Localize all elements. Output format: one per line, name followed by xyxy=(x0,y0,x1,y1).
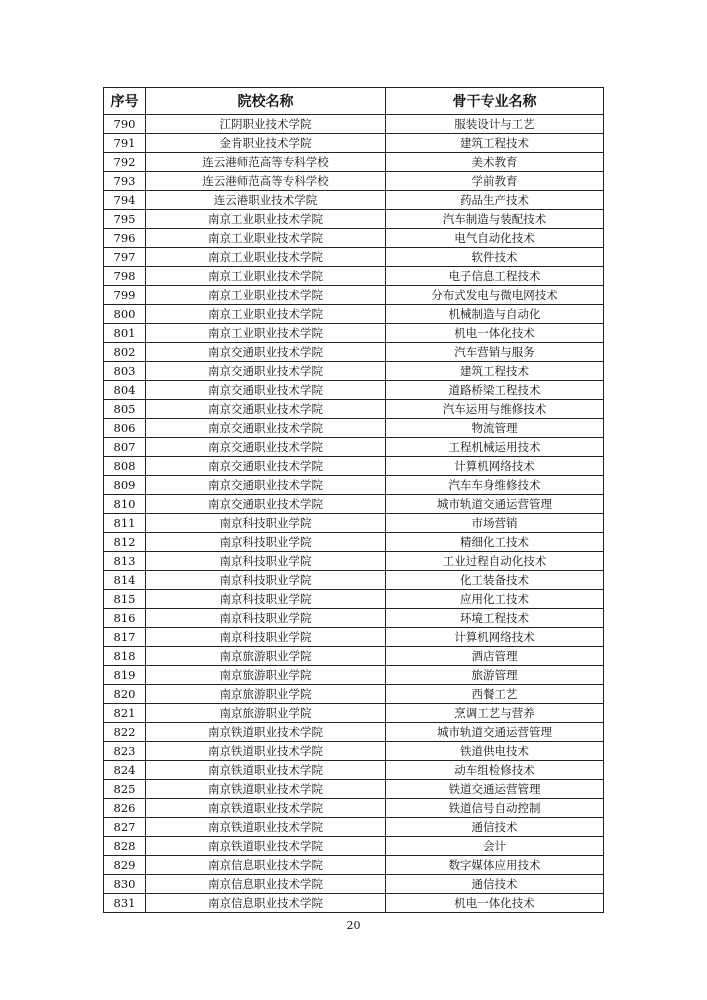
major-name-cell: 软件技术 xyxy=(386,248,604,267)
school-name-cell: 南京科技职业学院 xyxy=(146,571,386,590)
table-row xyxy=(104,115,604,134)
major-name-cell: 建筑工程技术 xyxy=(386,134,604,153)
header-major-name: 骨干专业名称 xyxy=(386,88,604,115)
school-name-cell: 南京旅游职业学院 xyxy=(146,666,386,685)
major-name-cell: 化工装备技术 xyxy=(386,571,604,590)
school-name-cell: 南京铁道职业技术学院 xyxy=(146,780,386,799)
table-row xyxy=(104,210,604,229)
serial-number-cell: 798 xyxy=(104,267,146,286)
table-row xyxy=(104,704,604,723)
major-name-cell: 服装设计与工艺 xyxy=(386,115,604,134)
major-table xyxy=(103,87,604,913)
table-row xyxy=(104,248,604,267)
major-name-cell: 计算机网络技术 xyxy=(386,457,604,476)
major-name-cell: 环境工程技术 xyxy=(386,609,604,628)
serial-number-cell: 809 xyxy=(104,476,146,495)
school-name-cell: 南京工业职业技术学院 xyxy=(146,324,386,343)
school-name-cell: 南京交通职业技术学院 xyxy=(146,343,386,362)
school-name-cell: 南京科技职业学院 xyxy=(146,533,386,552)
major-name-cell: 通信技术 xyxy=(386,818,604,837)
table-row xyxy=(104,647,604,666)
school-name-cell: 南京交通职业技术学院 xyxy=(146,457,386,476)
serial-number-cell: 791 xyxy=(104,134,146,153)
serial-number-cell: 799 xyxy=(104,286,146,305)
major-name-cell: 汽车车身维修技术 xyxy=(386,476,604,495)
table-row xyxy=(104,419,604,438)
table-row xyxy=(104,381,604,400)
school-name-cell: 南京交通职业技术学院 xyxy=(146,438,386,457)
school-name-cell: 南京工业职业技术学院 xyxy=(146,267,386,286)
serial-number-cell: 825 xyxy=(104,780,146,799)
major-name-cell: 机电一体化技术 xyxy=(386,324,604,343)
major-name-cell: 汽车营销与服务 xyxy=(386,343,604,362)
serial-number-cell: 803 xyxy=(104,362,146,381)
school-name-cell: 南京工业职业技术学院 xyxy=(146,248,386,267)
major-name-cell: 铁道供电技术 xyxy=(386,742,604,761)
major-name-cell: 通信技术 xyxy=(386,875,604,894)
major-name-cell: 旅游管理 xyxy=(386,666,604,685)
school-name-cell: 南京旅游职业学院 xyxy=(146,685,386,704)
table-row xyxy=(104,533,604,552)
major-name-cell: 会计 xyxy=(386,837,604,856)
serial-number-cell: 810 xyxy=(104,495,146,514)
school-name-cell: 南京交通职业技术学院 xyxy=(146,419,386,438)
school-name-cell: 南京铁道职业技术学院 xyxy=(146,799,386,818)
table-row xyxy=(104,837,604,856)
major-name-cell: 数字媒体应用技术 xyxy=(386,856,604,875)
table-row xyxy=(104,628,604,647)
serial-number-cell: 822 xyxy=(104,723,146,742)
major-name-cell: 汽车运用与维修技术 xyxy=(386,400,604,419)
major-name-cell: 电子信息工程技术 xyxy=(386,267,604,286)
serial-number-cell: 796 xyxy=(104,229,146,248)
table-row xyxy=(104,799,604,818)
major-name-cell: 铁道信号自动控制 xyxy=(386,799,604,818)
school-name-cell: 连云港职业技术学院 xyxy=(146,191,386,210)
table-row xyxy=(104,514,604,533)
school-name-cell: 南京交通职业技术学院 xyxy=(146,476,386,495)
serial-number-cell: 800 xyxy=(104,305,146,324)
serial-number-cell: 790 xyxy=(104,115,146,134)
major-name-cell: 机电一体化技术 xyxy=(386,894,604,913)
major-name-cell: 工业过程自动化技术 xyxy=(386,552,604,571)
major-name-cell: 电气自动化技术 xyxy=(386,229,604,248)
major-name-cell: 物流管理 xyxy=(386,419,604,438)
school-name-cell: 南京铁道职业技术学院 xyxy=(146,723,386,742)
major-name-cell: 精细化工技术 xyxy=(386,533,604,552)
serial-number-cell: 814 xyxy=(104,571,146,590)
serial-number-cell: 828 xyxy=(104,837,146,856)
serial-number-cell: 794 xyxy=(104,191,146,210)
school-name-cell: 南京信息职业技术学院 xyxy=(146,875,386,894)
serial-number-cell: 805 xyxy=(104,400,146,419)
table-row xyxy=(104,324,604,343)
serial-number-cell: 806 xyxy=(104,419,146,438)
table-row xyxy=(104,894,604,913)
serial-number-cell: 824 xyxy=(104,761,146,780)
serial-number-cell: 816 xyxy=(104,609,146,628)
table-row xyxy=(104,267,604,286)
major-name-cell: 汽车制造与装配技术 xyxy=(386,210,604,229)
table-row xyxy=(104,552,604,571)
table-row xyxy=(104,875,604,894)
table-row xyxy=(104,457,604,476)
table-row xyxy=(104,134,604,153)
school-name-cell: 南京铁道职业技术学院 xyxy=(146,761,386,780)
table-row xyxy=(104,856,604,875)
table-row xyxy=(104,438,604,457)
table-row xyxy=(104,666,604,685)
table-row xyxy=(104,818,604,837)
major-name-cell: 道路桥梁工程技术 xyxy=(386,381,604,400)
major-name-cell: 分布式发电与微电网技术 xyxy=(386,286,604,305)
serial-number-cell: 821 xyxy=(104,704,146,723)
page-number: 20 xyxy=(346,919,361,932)
school-name-cell: 南京旅游职业学院 xyxy=(146,647,386,666)
major-name-cell: 西餐工艺 xyxy=(386,685,604,704)
school-name-cell: 江阴职业技术学院 xyxy=(146,115,386,134)
major-name-cell: 工程机械运用技术 xyxy=(386,438,604,457)
header-school-name: 院校名称 xyxy=(146,88,386,115)
table-row xyxy=(104,305,604,324)
table-row xyxy=(104,172,604,191)
serial-number-cell: 829 xyxy=(104,856,146,875)
table-row xyxy=(104,229,604,248)
serial-number-cell: 792 xyxy=(104,153,146,172)
serial-number-cell: 819 xyxy=(104,666,146,685)
serial-number-cell: 801 xyxy=(104,324,146,343)
table-row xyxy=(104,153,604,172)
school-name-cell: 南京工业职业技术学院 xyxy=(146,229,386,248)
school-name-cell: 南京科技职业学院 xyxy=(146,628,386,647)
table-row xyxy=(104,343,604,362)
table-row xyxy=(104,742,604,761)
school-name-cell: 南京交通职业技术学院 xyxy=(146,495,386,514)
serial-number-cell: 813 xyxy=(104,552,146,571)
school-name-cell: 南京铁道职业技术学院 xyxy=(146,818,386,837)
major-name-cell: 计算机网络技术 xyxy=(386,628,604,647)
school-name-cell: 南京科技职业学院 xyxy=(146,514,386,533)
table-row xyxy=(104,286,604,305)
table-row xyxy=(104,400,604,419)
serial-number-cell: 820 xyxy=(104,685,146,704)
serial-number-cell: 797 xyxy=(104,248,146,267)
serial-number-cell: 808 xyxy=(104,457,146,476)
major-name-cell: 铁道交通运营管理 xyxy=(386,780,604,799)
serial-number-cell: 804 xyxy=(104,381,146,400)
school-name-cell: 南京科技职业学院 xyxy=(146,609,386,628)
serial-number-cell: 812 xyxy=(104,533,146,552)
table-row xyxy=(104,780,604,799)
school-name-cell: 南京科技职业学院 xyxy=(146,590,386,609)
major-name-cell: 建筑工程技术 xyxy=(386,362,604,381)
serial-number-cell: 807 xyxy=(104,438,146,457)
major-name-cell: 学前教育 xyxy=(386,172,604,191)
serial-number-cell: 830 xyxy=(104,875,146,894)
school-name-cell: 南京工业职业技术学院 xyxy=(146,305,386,324)
school-name-cell: 南京工业职业技术学院 xyxy=(146,286,386,305)
school-name-cell: 南京交通职业技术学院 xyxy=(146,400,386,419)
table-row xyxy=(104,476,604,495)
school-name-cell: 南京交通职业技术学院 xyxy=(146,381,386,400)
table-row xyxy=(104,723,604,742)
table-row xyxy=(104,685,604,704)
major-name-cell: 美术教育 xyxy=(386,153,604,172)
school-name-cell: 金肯职业技术学院 xyxy=(146,134,386,153)
school-name-cell: 南京旅游职业学院 xyxy=(146,704,386,723)
school-name-cell: 南京工业职业技术学院 xyxy=(146,210,386,229)
major-name-cell: 动车组检修技术 xyxy=(386,761,604,780)
school-name-cell: 南京信息职业技术学院 xyxy=(146,894,386,913)
serial-number-cell: 818 xyxy=(104,647,146,666)
major-name-cell: 城市轨道交通运营管理 xyxy=(386,495,604,514)
serial-number-cell: 795 xyxy=(104,210,146,229)
serial-number-cell: 826 xyxy=(104,799,146,818)
school-name-cell: 南京铁道职业技术学院 xyxy=(146,837,386,856)
table-header-row xyxy=(104,88,604,115)
table-body xyxy=(104,115,604,913)
table-row xyxy=(104,191,604,210)
header-serial-number: 序号 xyxy=(104,88,146,115)
major-name-cell: 城市轨道交通运营管理 xyxy=(386,723,604,742)
major-name-cell: 应用化工技术 xyxy=(386,590,604,609)
serial-number-cell: 811 xyxy=(104,514,146,533)
school-name-cell: 连云港师范高等专科学校 xyxy=(146,153,386,172)
serial-number-cell: 802 xyxy=(104,343,146,362)
serial-number-cell: 793 xyxy=(104,172,146,191)
serial-number-cell: 815 xyxy=(104,590,146,609)
major-name-cell: 酒店管理 xyxy=(386,647,604,666)
school-name-cell: 南京铁道职业技术学院 xyxy=(146,742,386,761)
major-name-cell: 药品生产技术 xyxy=(386,191,604,210)
major-name-cell: 机械制造与自动化 xyxy=(386,305,604,324)
table-row xyxy=(104,495,604,514)
major-name-cell: 烹调工艺与营养 xyxy=(386,704,604,723)
serial-number-cell: 831 xyxy=(104,894,146,913)
table-row xyxy=(104,609,604,628)
table-row xyxy=(104,362,604,381)
table-row xyxy=(104,761,604,780)
table-row xyxy=(104,590,604,609)
table-row xyxy=(104,571,604,590)
school-name-cell: 南京科技职业学院 xyxy=(146,552,386,571)
major-name-cell: 市场营销 xyxy=(386,514,604,533)
serial-number-cell: 823 xyxy=(104,742,146,761)
serial-number-cell: 817 xyxy=(104,628,146,647)
serial-number-cell: 827 xyxy=(104,818,146,837)
school-name-cell: 南京信息职业技术学院 xyxy=(146,856,386,875)
school-name-cell: 南京交通职业技术学院 xyxy=(146,362,386,381)
school-name-cell: 连云港师范高等专科学校 xyxy=(146,172,386,191)
